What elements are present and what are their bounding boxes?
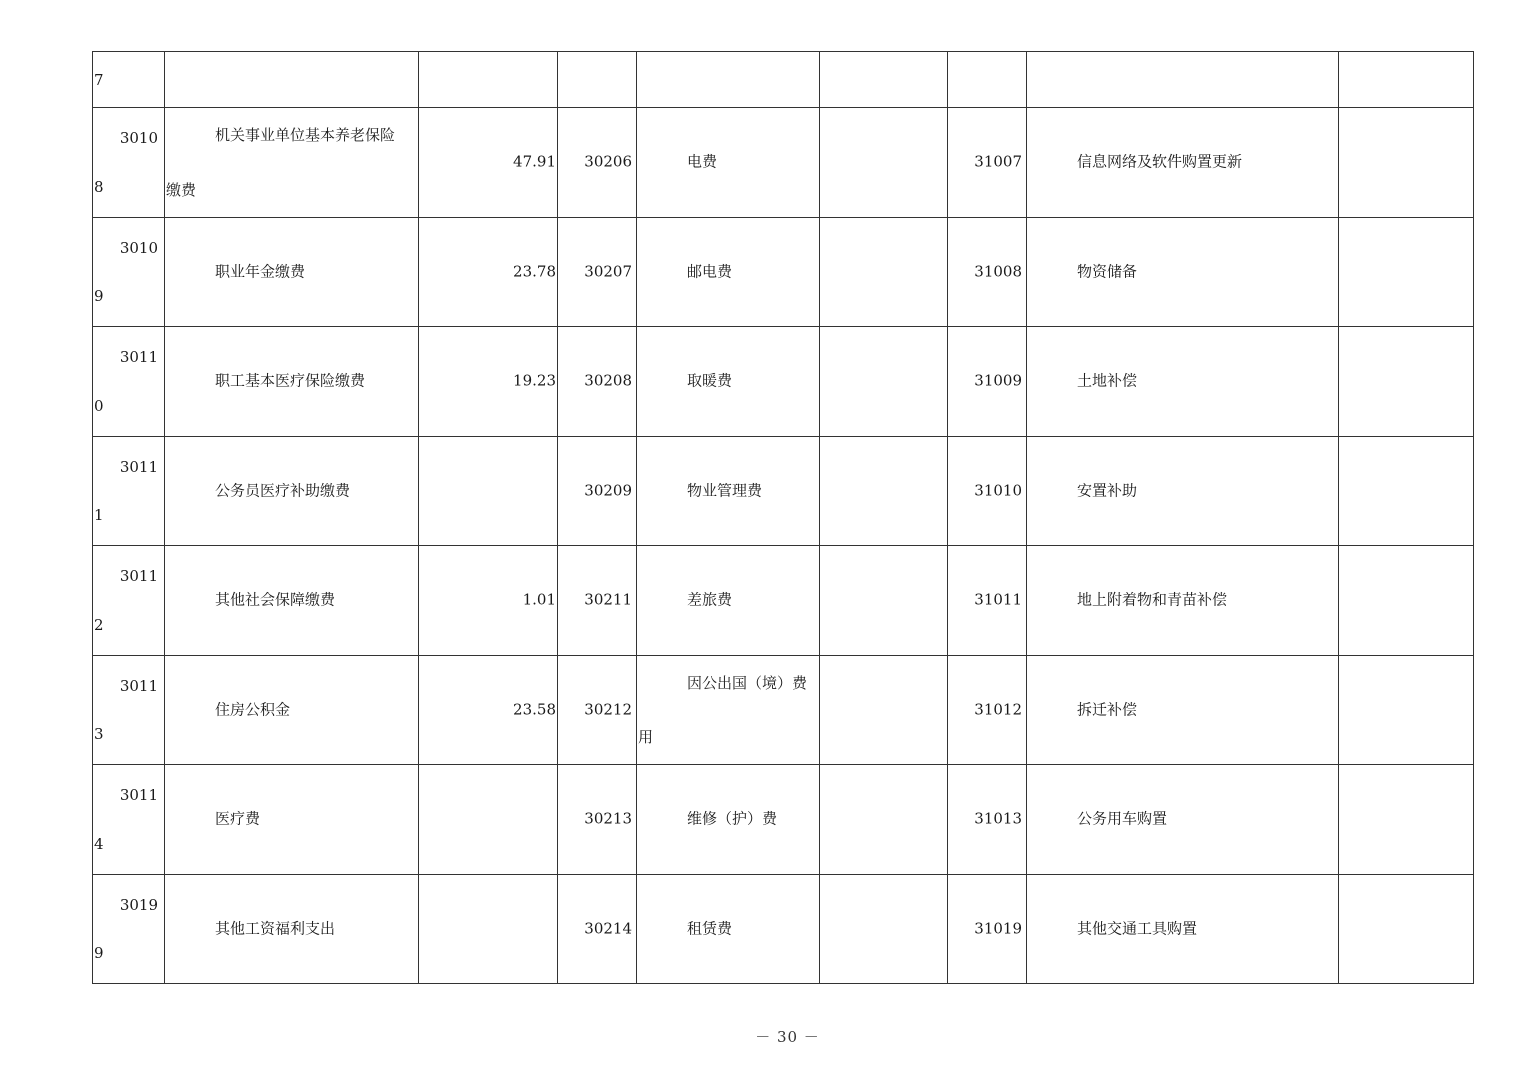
item-code-tail: 0: [94, 396, 104, 415]
amount-cell: [820, 546, 948, 656]
amount-cell: [419, 655, 558, 765]
name-cell: [165, 436, 419, 546]
item-code-tail: 3: [94, 725, 104, 743]
table-row: [93, 52, 1474, 108]
code-cell: [558, 217, 637, 327]
item-amount: 47.91: [513, 152, 556, 171]
name-cell: [637, 108, 820, 218]
item-name: 安置补助: [1077, 481, 1138, 500]
amount-cell: [1339, 108, 1474, 218]
code-cell: [558, 436, 637, 546]
table-row: [93, 874, 1474, 984]
code-cell: [558, 765, 637, 875]
code-cell: [948, 436, 1027, 546]
item-code: 3011: [119, 786, 158, 804]
amount-cell: [419, 217, 558, 327]
item-name: 地上附着物和青苗补偿: [1077, 590, 1228, 609]
item-code: 31011: [974, 590, 1022, 609]
name-cell: [165, 52, 419, 108]
item-name: 差旅费: [687, 590, 733, 609]
item-name: 维修（护）费: [687, 809, 778, 828]
item-name: 租赁费: [687, 919, 733, 938]
code-cell: [558, 108, 637, 218]
item-code: 3010: [119, 238, 158, 257]
item-name: 医疗费: [215, 809, 261, 828]
page-number: － 30 －: [755, 1028, 820, 1046]
name-cell: [637, 52, 820, 108]
item-amount: 23.58: [513, 700, 556, 719]
name-cell: [637, 874, 820, 984]
item-name: 其他工资福利支出: [215, 919, 336, 938]
amount-cell: [419, 765, 558, 875]
amount-cell: [820, 217, 948, 327]
amount-cell: [1339, 52, 1474, 108]
amount-cell: [820, 765, 948, 875]
item-name: 土地补偿: [1077, 371, 1138, 390]
item-name: 信息网络及软件购置更新: [1077, 152, 1243, 171]
table-row: [93, 546, 1474, 656]
item-amount: 1.01: [522, 590, 556, 609]
code-cell: [558, 874, 637, 984]
name-cell: [1027, 327, 1339, 437]
table-row: [93, 436, 1474, 546]
name-cell: [1027, 874, 1339, 984]
item-code: 30207: [584, 262, 632, 281]
table-row: [93, 217, 1474, 327]
item-amount: 19.23: [513, 371, 556, 390]
item-code: 31012: [974, 700, 1022, 719]
code-cell: [948, 327, 1027, 437]
amount-cell: [1339, 765, 1474, 875]
name-cell: [637, 655, 820, 765]
code-cell: [93, 52, 165, 108]
name-cell: [637, 436, 820, 546]
item-code: 30208: [584, 371, 632, 390]
name-cell: [165, 217, 419, 327]
code-tail: 7: [94, 71, 104, 89]
code-cell: [948, 546, 1027, 656]
item-code: 3011: [119, 348, 158, 366]
amount-cell: [1339, 546, 1474, 656]
name-cell: [1027, 217, 1339, 327]
name-cell: [165, 765, 419, 875]
item-name: 物资储备: [1077, 262, 1138, 281]
name-cell: [637, 546, 820, 656]
amount-cell: [1339, 655, 1474, 765]
item-code-tail: 4: [94, 834, 104, 853]
item-name: 公务用车购置: [1077, 809, 1168, 828]
amount-cell: [1339, 436, 1474, 546]
amount-cell: [419, 546, 558, 656]
amount-cell: [820, 108, 948, 218]
item-code: 31008: [974, 262, 1022, 281]
item-code-tail: 2: [94, 615, 104, 634]
code-cell: [558, 655, 637, 765]
amount-cell: [820, 874, 948, 984]
item-code: 30211: [584, 590, 632, 609]
name-cell: [637, 765, 820, 875]
item-code: 30214: [584, 919, 632, 938]
item-name: 住房公积金: [215, 700, 291, 719]
item-code: 30212: [584, 700, 632, 719]
item-code: 31019: [974, 919, 1022, 938]
code-cell: [948, 108, 1027, 218]
code-cell: [948, 874, 1027, 984]
item-name: 公务员医疗补助缴费: [215, 481, 351, 500]
item-name-tail: 用: [638, 728, 654, 746]
code-cell: [93, 546, 165, 656]
item-amount: 23.78: [513, 262, 556, 281]
code-cell: [558, 327, 637, 437]
code-cell: [948, 655, 1027, 765]
name-cell: [637, 217, 820, 327]
item-name: 机关事业单位基本养老保险: [215, 126, 396, 144]
amount-cell: [419, 108, 558, 218]
item-code: 31010: [974, 481, 1022, 500]
item-code-tail: 9: [94, 944, 104, 962]
item-code: 31013: [974, 809, 1022, 828]
item-name: 邮电费: [687, 262, 733, 281]
code-cell: [93, 655, 165, 765]
item-code-tail: 1: [94, 506, 104, 524]
item-name: 职业年金缴费: [215, 262, 306, 281]
name-cell: [1027, 546, 1339, 656]
amount-cell: [820, 436, 948, 546]
item-name-tail: 缴费: [166, 180, 197, 199]
item-code: 31009: [974, 371, 1022, 390]
item-name: 因公出国（境）费: [687, 673, 808, 692]
amount-cell: [820, 327, 948, 437]
item-code: 31007: [974, 152, 1022, 171]
name-cell: [637, 327, 820, 437]
name-cell: [1027, 52, 1339, 108]
item-code: 30213: [584, 809, 632, 828]
amount-cell: [419, 52, 558, 108]
item-code: 3011: [119, 676, 158, 695]
budget-expense-table: [92, 51, 1474, 984]
amount-cell: [1339, 874, 1474, 984]
name-cell: [1027, 765, 1339, 875]
code-cell: [93, 874, 165, 984]
code-cell: [948, 765, 1027, 875]
code-cell: [948, 52, 1027, 108]
item-code: 3011: [119, 567, 158, 585]
item-name: 拆迁补偿: [1077, 700, 1138, 719]
name-cell: [1027, 655, 1339, 765]
amount-cell: [820, 52, 948, 108]
code-cell: [948, 217, 1027, 327]
name-cell: [165, 327, 419, 437]
item-name: 其他交通工具购置: [1077, 919, 1198, 938]
amount-cell: [1339, 217, 1474, 327]
name-cell: [165, 108, 419, 218]
table-row: [93, 108, 1474, 218]
table-row: [93, 655, 1474, 765]
item-name: 电费: [687, 152, 718, 171]
amount-cell: [1339, 327, 1474, 437]
code-cell: [93, 327, 165, 437]
item-name: 职工基本医疗保险缴费: [215, 371, 366, 390]
amount-cell: [419, 874, 558, 984]
name-cell: [1027, 108, 1339, 218]
code-cell: [93, 108, 165, 218]
name-cell: [165, 655, 419, 765]
code-cell: [93, 217, 165, 327]
item-code: 30206: [584, 152, 632, 171]
item-code: 30209: [584, 481, 632, 500]
code-cell: [93, 765, 165, 875]
amount-cell: [820, 655, 948, 765]
item-code: 3019: [119, 895, 158, 914]
item-name: 取暖费: [687, 371, 733, 390]
item-code: 3011: [119, 457, 158, 476]
name-cell: [165, 546, 419, 656]
name-cell: [165, 874, 419, 984]
table-row: [93, 765, 1474, 875]
name-cell: [1027, 436, 1339, 546]
code-cell: [558, 52, 637, 108]
item-name: 其他社会保障缴费: [215, 590, 336, 609]
item-code-tail: 9: [94, 287, 104, 305]
item-name: 物业管理费: [687, 481, 763, 500]
amount-cell: [419, 327, 558, 437]
item-code-tail: 8: [94, 177, 104, 196]
code-cell: [93, 436, 165, 546]
table-row: [93, 327, 1474, 437]
amount-cell: [419, 436, 558, 546]
item-code: 3010: [119, 129, 158, 147]
code-cell: [558, 546, 637, 656]
